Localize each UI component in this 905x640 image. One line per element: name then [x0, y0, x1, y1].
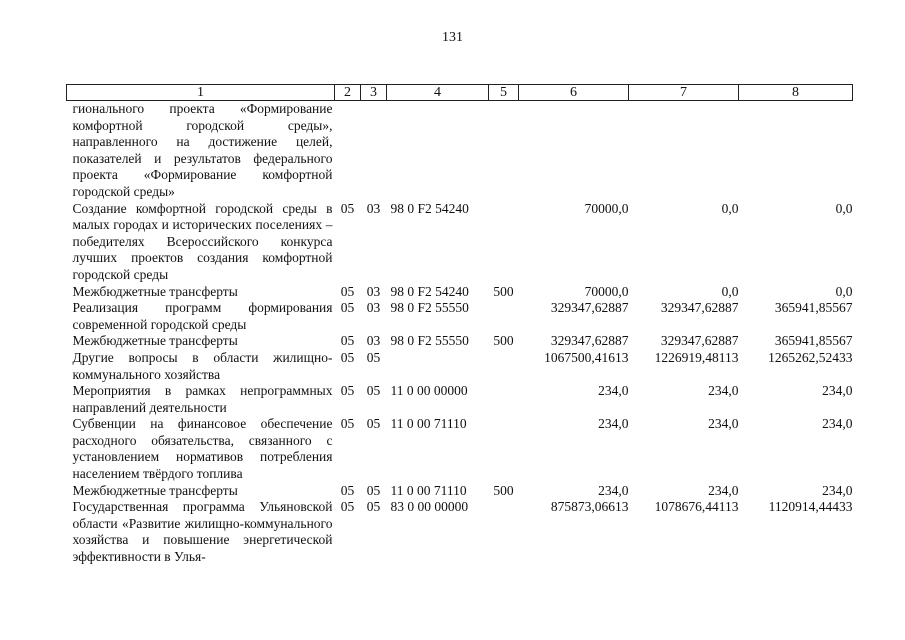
row-section: 05 — [340, 300, 355, 316]
row-name: Создание комфортной городской среды в малых городах и исторических поселениях – победителях Всероссийского конкурса лучших проектов создания комфортной городской среды — [72, 200, 333, 282]
budget-table — [66, 84, 853, 566]
row-expense-type — [489, 416, 519, 482]
row-subsection: 05 — [366, 383, 381, 399]
row-amount-col8: 0,0 — [835, 200, 853, 216]
column-header-6: 6 — [519, 85, 629, 101]
row-amount-col8: 365941,85567 — [774, 333, 853, 349]
column-header-7: 7 — [629, 85, 739, 101]
row-subsection: 05 — [366, 499, 381, 515]
row-amount-col7: 234,0 — [708, 482, 739, 498]
table-row — [67, 300, 853, 333]
row-name: гионального проекта «Формирование комфортной городской среды», направленного на достижение целей, показателей и результатов федерального проекта «Формирование комфортной городской среды» — [72, 101, 333, 199]
row-section — [335, 101, 361, 201]
row-amount-col7: 1078676,44113 — [654, 499, 739, 515]
row-subsection: 03 — [366, 333, 381, 349]
row-target-code: 11 0 00 71110 — [390, 416, 467, 432]
table-row — [67, 284, 853, 301]
row-expense-type — [489, 350, 519, 383]
row-amount-col6: 70000,0 — [584, 283, 629, 299]
table-row — [67, 383, 853, 416]
column-header-1: 1 — [67, 85, 335, 101]
row-target-code: 98 0 F2 55550 — [390, 333, 469, 349]
table-row — [67, 350, 853, 383]
row-amount-col8 — [739, 101, 853, 201]
row-amount-col7: 0,0 — [721, 283, 739, 299]
row-expense-type — [489, 499, 519, 565]
row-expense-type — [489, 383, 519, 416]
row-expense-type: 500 — [493, 333, 514, 349]
row-name: Государственная программа Ульяновской области «Развитие жилищно-коммунального хозяйства и повышение энергетической эффективности в Улья- — [72, 499, 333, 565]
row-amount-col6: 70000,0 — [584, 200, 629, 216]
column-header-3: 3 — [361, 85, 387, 101]
row-amount-col7: 329347,62887 — [660, 333, 739, 349]
row-section: 05 — [340, 383, 355, 399]
row-amount-col8: 1120914,44433 — [768, 499, 853, 515]
row-target-code — [387, 101, 489, 201]
row-amount-col6: 234,0 — [598, 416, 629, 432]
row-amount-col7: 0,0 — [721, 200, 739, 216]
row-section: 05 — [340, 482, 355, 498]
row-name: Реализация программ формирования современной городской среды — [72, 300, 333, 332]
row-amount-col8: 0,0 — [835, 283, 853, 299]
row-section: 05 — [340, 283, 355, 299]
column-header-5: 5 — [489, 85, 519, 101]
row-subsection: 03 — [366, 200, 381, 216]
table-row — [67, 101, 853, 201]
row-amount-col8: 234,0 — [822, 416, 853, 432]
row-section: 05 — [340, 333, 355, 349]
row-name: Другие вопросы в области жилищно-коммунального хозяйства — [72, 349, 333, 382]
row-subsection: 03 — [366, 283, 381, 299]
row-expense-type — [489, 101, 519, 201]
row-amount-col8: 365941,85567 — [774, 300, 853, 316]
column-header-4: 4 — [387, 85, 489, 101]
row-amount-col8: 234,0 — [822, 383, 853, 399]
row-name: Субвенции на финансовое обеспечение расходного обязательства, связанного с установлением нормативов потребления населением твёрдого топлива — [72, 416, 333, 482]
row-subsection: 05 — [366, 482, 381, 498]
row-subsection: 05 — [366, 416, 381, 432]
row-amount-col7: 234,0 — [708, 383, 739, 399]
row-amount-col6 — [519, 101, 629, 201]
row-target-code: 98 0 F2 54240 — [390, 283, 469, 299]
table-row — [67, 201, 853, 284]
row-expense-type: 500 — [493, 482, 514, 498]
row-amount-col7: 329347,62887 — [660, 300, 739, 316]
table-row — [67, 499, 853, 565]
row-name: Межбюджетные трансферты — [72, 482, 238, 498]
row-target-code: 11 0 00 71110 — [390, 482, 467, 498]
row-target-code: 98 0 F2 55550 — [390, 300, 469, 316]
row-target-code — [387, 350, 489, 383]
row-name: Межбюджетные трансферты — [72, 333, 238, 349]
row-amount-col8: 1265262,52433 — [768, 349, 853, 365]
table-row — [67, 333, 853, 350]
row-expense-type: 500 — [493, 283, 514, 299]
column-header-8: 8 — [739, 85, 853, 101]
table-row — [67, 483, 853, 500]
row-amount-col7 — [629, 101, 739, 201]
row-amount-col6: 234,0 — [598, 482, 629, 498]
row-section: 05 — [340, 416, 355, 432]
table-row — [67, 416, 853, 482]
row-target-code: 98 0 F2 54240 — [390, 200, 469, 216]
row-amount-col6: 234,0 — [598, 383, 629, 399]
row-section: 05 — [340, 200, 355, 216]
row-subsection: 05 — [366, 349, 381, 365]
row-section: 05 — [340, 499, 355, 515]
row-name: Межбюджетные трансферты — [72, 283, 238, 299]
row-amount-col7: 1226919,48113 — [654, 349, 739, 365]
row-section: 05 — [340, 349, 355, 365]
row-name: Мероприятия в рамках непрограммных направлений деятельности — [72, 383, 333, 415]
row-amount-col6: 329347,62887 — [550, 333, 629, 349]
row-amount-col6: 1067500,41613 — [544, 349, 629, 365]
column-number-header-row — [67, 85, 853, 101]
column-header-2: 2 — [335, 85, 361, 101]
row-target-code: 11 0 00 00000 — [390, 383, 468, 399]
row-expense-type — [489, 201, 519, 284]
row-amount-col6: 329347,62887 — [550, 300, 629, 316]
row-target-code: 83 0 00 00000 — [390, 499, 469, 515]
row-amount-col6: 875873,06613 — [550, 499, 629, 515]
row-expense-type — [489, 300, 519, 333]
row-amount-col7: 234,0 — [708, 416, 739, 432]
row-subsection — [361, 101, 387, 201]
row-subsection: 03 — [366, 300, 381, 316]
page-number: 131 — [442, 30, 463, 45]
row-amount-col8: 234,0 — [822, 482, 853, 498]
